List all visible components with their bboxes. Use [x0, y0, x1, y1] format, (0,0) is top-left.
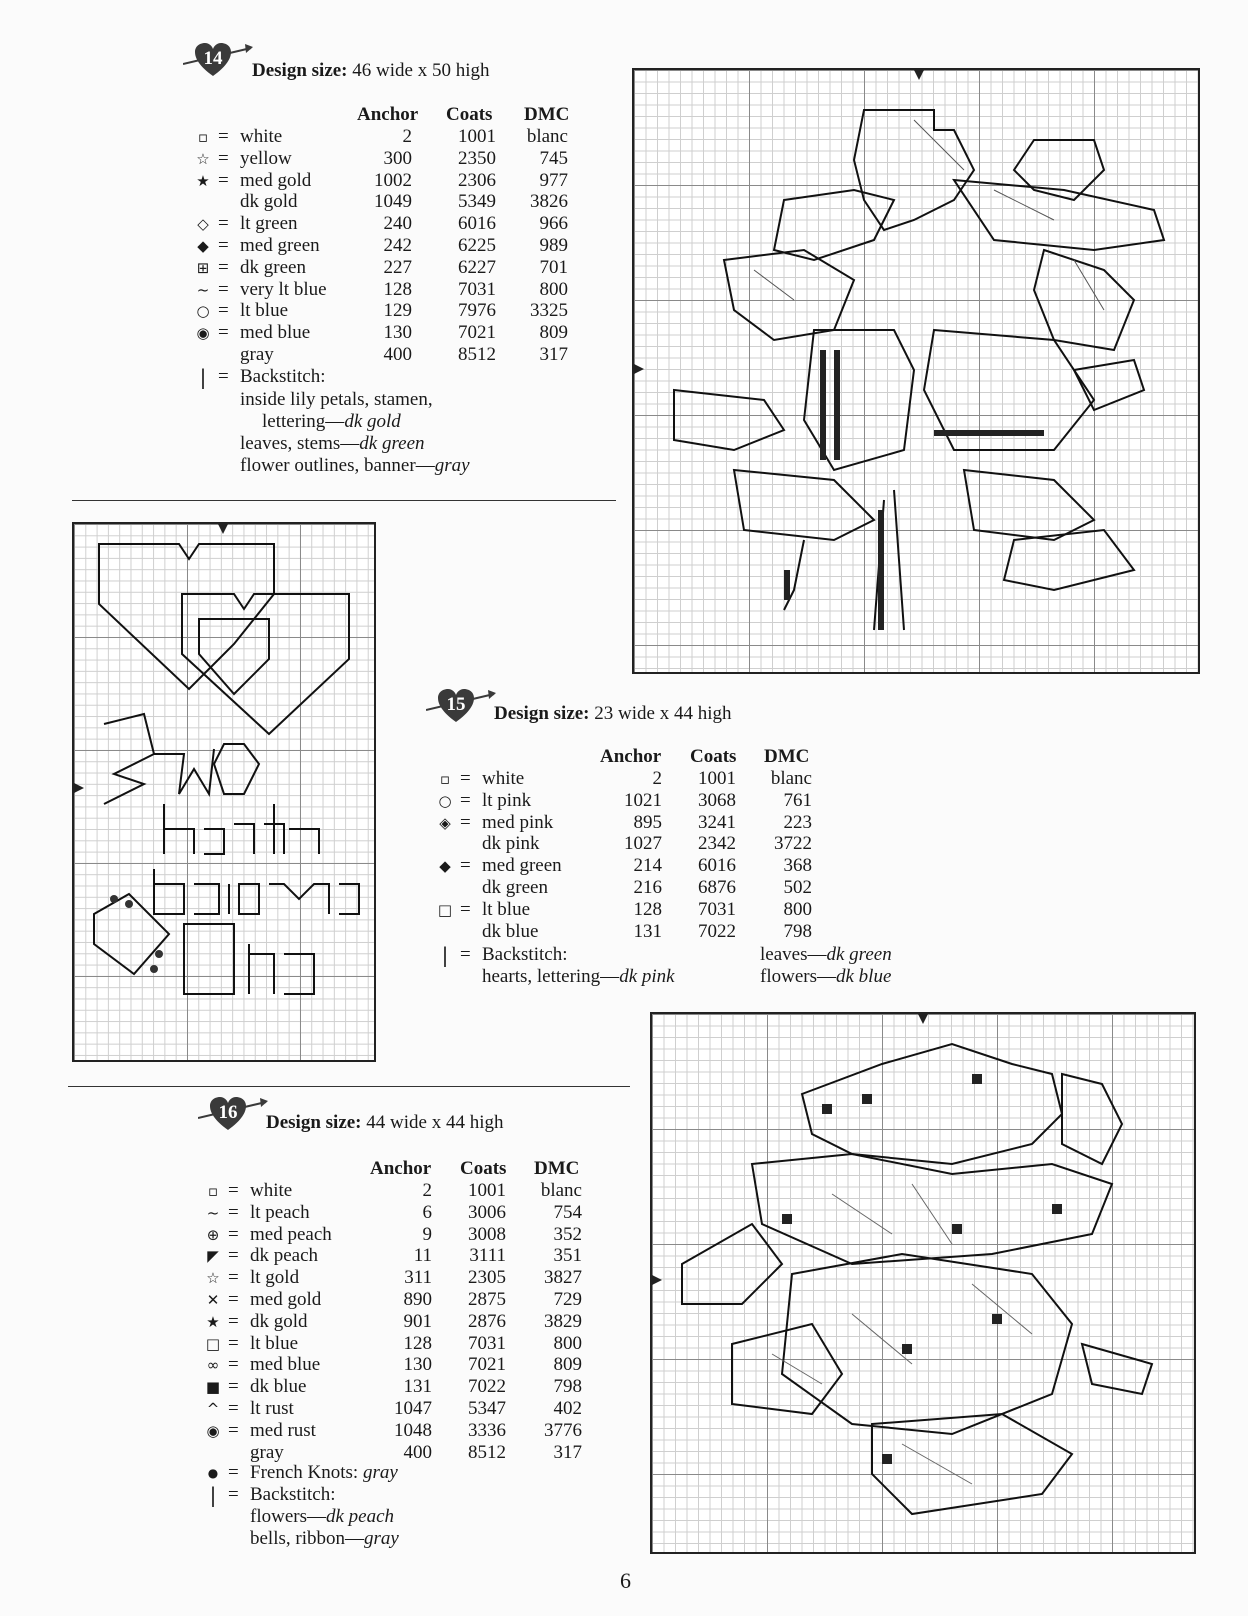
center-marker-icon: [634, 364, 644, 374]
anchor-number: 311: [404, 1267, 432, 1289]
dmc-number: blanc: [770, 768, 812, 789]
coats-number: 3006: [468, 1201, 506, 1223]
dmc-number: 223: [783, 811, 812, 833]
stitch-symbol-icon: ■: [205, 1378, 221, 1397]
stitch-symbol-icon: ◤: [207, 1247, 219, 1266]
stitch-symbol-icon: ✕: [206, 1291, 220, 1309]
color-key-row: ◆ = med green 214 6016 368: [436, 855, 872, 877]
backstitch-line-icon: |: [441, 943, 449, 967]
color-name: med blue: [250, 1354, 321, 1376]
stitch-symbol-icon: ^: [206, 1400, 220, 1418]
anchor-number: 214: [633, 855, 662, 877]
color-name: white: [250, 1180, 293, 1201]
color-name: lt blue: [250, 1332, 299, 1354]
dmc-number: 800: [539, 278, 568, 300]
color-key-row: ⊞ = dk green 227 6227 701: [194, 257, 628, 279]
backstitch-note: lettering—dk gold: [262, 411, 401, 432]
dmc-number: 317: [539, 344, 568, 365]
dmc-number: 368: [783, 855, 812, 877]
color-name: lt gold: [250, 1267, 300, 1289]
dmc-number: 3722: [774, 833, 812, 855]
design-15-heart-badge: [436, 688, 476, 724]
backstitch-note: flower outlines, banner—gray: [240, 455, 470, 476]
backstitch-note: hearts, lettering—dk pink: [482, 966, 675, 987]
dmc-number: 351: [553, 1245, 582, 1267]
center-marker-icon: [918, 1014, 928, 1024]
dmc-number: 761: [783, 789, 812, 811]
color-name: dk gold: [250, 1310, 308, 1332]
color-key-row: ◈ = med pink 895 3241 223: [436, 812, 872, 834]
chart-15-grid: [72, 522, 376, 1062]
design-number: 15: [446, 694, 466, 715]
coats-number: 2342: [698, 833, 736, 855]
header-anchor: Anchor: [600, 746, 662, 767]
dmc-number: 3776: [544, 1419, 582, 1441]
dmc-number: 402: [553, 1398, 582, 1419]
dmc-number: 701: [539, 256, 568, 278]
coats-number: 6016: [458, 213, 496, 235]
coats-number: 8512: [458, 344, 496, 365]
color-key-row: □ = lt blue 128 7031 800: [437, 898, 812, 920]
stitch-symbol-icon: ◇: [197, 215, 209, 234]
anchor-number: 9: [422, 1223, 432, 1245]
coats-number: 2306: [458, 169, 496, 191]
anchor-number: 242: [383, 235, 412, 256]
backstitch-note: inside lily petals, stamen,: [240, 389, 433, 410]
color-name: yellow: [240, 147, 292, 169]
anchor-number: 300: [383, 147, 412, 169]
color-key-row: ◉ = med rust 1048 3336 3776: [204, 1420, 642, 1442]
coats-number: 7031: [468, 1332, 506, 1354]
backstitch-note: bells, ribbon—gray: [250, 1528, 399, 1549]
stitch-symbol-icon: ○: [438, 791, 452, 810]
design-16-heart-badge: [208, 1096, 248, 1132]
color-key-row: [436, 833, 872, 855]
backstitch-line-icon: |: [209, 1483, 217, 1507]
color-key-row: ⊕ = med peach 9 3008 352: [204, 1224, 642, 1246]
coats-number: 3336: [468, 1419, 506, 1441]
color-name: med pink: [482, 811, 554, 833]
color-key-row: ▫ = white 2 1001 blanc: [204, 1180, 642, 1202]
color-name: lt rust: [250, 1398, 294, 1419]
color-name: dk blue: [482, 920, 539, 942]
stitch-symbol-icon: ★: [196, 171, 210, 190]
anchor-number: 1021: [624, 789, 662, 811]
stitch-symbol-icon: ◈: [439, 813, 451, 832]
header-coats: Coats: [446, 104, 493, 125]
coats-number: 7021: [468, 1354, 506, 1376]
color-key-row: ◇ = lt green 240 6016 966: [194, 213, 628, 235]
stitch-symbol-icon: ~: [206, 1203, 220, 1222]
center-marker-icon: [74, 783, 84, 793]
header-coats: Coats: [460, 1158, 507, 1179]
stitch-symbol-icon: ◆: [439, 857, 451, 876]
header-anchor: Anchor: [370, 1158, 432, 1179]
dmc-number: 977: [539, 169, 568, 191]
dmc-number: 809: [539, 322, 568, 344]
dmc-number: 800: [553, 1332, 582, 1354]
stitch-symbol-icon: ⊞: [196, 258, 210, 277]
backstitch-note: leaves, stems—dk green: [240, 433, 425, 454]
color-key-row: □ = lt blue 128 7031 800: [205, 1332, 582, 1354]
dmc-number: 3325: [530, 300, 568, 322]
dmc-number: 809: [553, 1354, 582, 1376]
dmc-number: 729: [553, 1289, 582, 1310]
stitch-symbol-icon: ⊕: [206, 1225, 220, 1244]
dmc-number: 966: [539, 213, 568, 235]
coats-number: 7022: [468, 1376, 506, 1398]
section-divider: [68, 1086, 630, 1087]
header-anchor: Anchor: [357, 104, 419, 125]
backstitch-row: | = Backstitch:: [204, 1484, 504, 1506]
color-key-row: ~ = very lt blue 128 7031 800: [194, 279, 628, 301]
color-key-row: ~ = lt peach 6 3006 754: [204, 1202, 642, 1224]
backstitch-row: | = Backstitch:: [436, 944, 736, 966]
anchor-number: 130: [383, 322, 412, 344]
chart-14-grid: [632, 68, 1200, 674]
coats-number: 3008: [468, 1223, 506, 1245]
coats-number: 1001: [458, 126, 496, 147]
color-key-row: ^ = lt rust 1047 5347 402: [204, 1398, 642, 1420]
design-number: 16: [218, 1102, 238, 1123]
center-marker-icon: [914, 70, 924, 80]
color-name: lt blue: [482, 898, 531, 920]
dmc-number: 745: [539, 147, 568, 169]
anchor-number: 128: [383, 278, 412, 300]
coats-number: 6227: [458, 256, 496, 278]
anchor-number: 2: [652, 768, 662, 789]
hearts-lettering-pattern: [74, 524, 374, 1060]
page-number: 6: [620, 1568, 631, 1593]
design-size-16: Design size: 44 wide x 44 high: [266, 1112, 504, 1133]
stitch-symbol-icon: □: [437, 900, 453, 919]
color-key-row: ★ = dk gold 901 2876 3829: [204, 1311, 642, 1333]
color-name: dk green: [482, 877, 548, 898]
color-name: lt pink: [482, 789, 532, 811]
backstitch-note: leaves—dk green: [760, 944, 892, 965]
dmc-number: 352: [553, 1223, 582, 1245]
coats-number: 6225: [458, 235, 496, 256]
dmc-number: 798: [553, 1376, 582, 1398]
color-name: lt green: [240, 213, 298, 235]
coats-number: 2305: [468, 1267, 506, 1289]
stitch-symbol-icon: ○: [196, 302, 210, 321]
anchor-number: 895: [633, 811, 662, 833]
anchor-number: 128: [633, 898, 662, 920]
color-name: med gold: [240, 169, 312, 191]
chart-16-grid: [650, 1012, 1196, 1554]
color-key-row: [204, 1442, 642, 1464]
anchor-number: 6: [422, 1201, 432, 1223]
coats-number: 3241: [698, 811, 736, 833]
color-name: med rust: [250, 1419, 316, 1441]
stitch-symbol-icon: □: [205, 1334, 221, 1353]
header-dmc: DMC: [764, 746, 810, 767]
backstitch-line-icon: |: [199, 365, 207, 389]
color-name: med green: [482, 855, 562, 877]
color-key-row: ∞ = med blue 130 7021 809: [204, 1354, 642, 1376]
backstitch-note: flowers—dk peach: [250, 1506, 395, 1527]
color-key-row: ◤ = dk peach 11 3111 351: [204, 1245, 642, 1267]
color-key-row: [436, 921, 872, 943]
coats-number: 6016: [698, 855, 736, 877]
color-name: med peach: [250, 1223, 332, 1245]
stitch-symbol-icon: ☆: [206, 1269, 220, 1288]
color-key-row: ■ = dk blue 131 7022 798: [205, 1376, 582, 1398]
color-key-row: ◉ = med blue 130 7021 809: [194, 322, 628, 344]
coats-number: 3111: [469, 1245, 506, 1267]
dmc-number: 800: [783, 898, 812, 920]
color-name: dk green: [240, 256, 306, 278]
color-key-row: [194, 344, 628, 366]
anchor-number: 131: [633, 920, 662, 942]
dmc-number: blanc: [540, 1180, 582, 1201]
anchor-number: 901: [403, 1310, 432, 1332]
anchor-number: 11: [413, 1245, 432, 1267]
lily-pattern: [634, 70, 1198, 672]
dmc-number: 3829: [544, 1310, 582, 1332]
center-marker-icon: [218, 524, 228, 534]
color-name: dk peach: [250, 1245, 319, 1267]
dmc-number: 317: [553, 1441, 582, 1463]
header-dmc: DMC: [534, 1158, 580, 1179]
color-name: med green: [240, 235, 320, 256]
coats-number: 7976: [458, 300, 496, 322]
color-name: dk gold: [240, 191, 298, 213]
anchor-number: 128: [403, 1332, 432, 1354]
dmc-number: 989: [539, 235, 568, 256]
coats-number: 1001: [468, 1180, 506, 1201]
stitch-symbol-icon: ◉: [196, 324, 210, 343]
french-knot-icon: ●: [207, 1466, 219, 1480]
center-marker-icon: [652, 1275, 662, 1285]
coats-number: 2875: [468, 1289, 506, 1310]
color-name: dk blue: [250, 1376, 307, 1398]
dmc-number: 3827: [544, 1267, 582, 1289]
stitch-symbol-icon: ~: [196, 280, 210, 299]
anchor-number: 2: [422, 1180, 432, 1201]
anchor-number: 2: [402, 126, 412, 147]
color-key-row: ▫ = white 2 1001 blanc: [436, 768, 872, 790]
stitch-symbol-icon: ★: [206, 1312, 220, 1331]
color-key-row: ★ = med gold 1002 2306 977: [194, 170, 628, 192]
backstitch-row: | = Backstitch:: [194, 366, 494, 388]
stitch-symbol-icon: ☆: [196, 149, 210, 168]
color-key-row: ○ = lt pink 1021 3068 761: [436, 790, 872, 812]
color-key-row: ✕ = med gold 890 2875 729: [204, 1289, 642, 1311]
section-divider: [72, 500, 616, 501]
anchor-number: 1047: [394, 1398, 432, 1419]
anchor-number: 129: [383, 300, 412, 322]
color-key-row: ◆ = med green 242 6225 989: [194, 235, 628, 257]
anchor-number: 216: [633, 877, 662, 898]
color-name: dk pink: [482, 833, 540, 855]
anchor-number: 130: [403, 1354, 432, 1376]
anchor-number: 1048: [394, 1419, 432, 1441]
stitch-symbol-icon: ◆: [197, 237, 209, 255]
color-key-row: ▫ = white 2 1001 blanc: [194, 126, 628, 148]
french-knots-row: ● = French Knots: gray: [204, 1462, 504, 1484]
dmc-number: 798: [783, 920, 812, 942]
design-number: 14: [203, 48, 223, 69]
anchor-number: 890: [403, 1289, 432, 1310]
color-name: very lt blue: [240, 278, 327, 300]
coats-number: 1001: [698, 768, 736, 789]
header-coats: Coats: [690, 746, 737, 767]
coats-number: 2876: [468, 1310, 506, 1332]
anchor-number: 131: [403, 1376, 432, 1398]
color-key-row: [194, 191, 628, 213]
stitch-symbol-icon: ◉: [206, 1421, 220, 1440]
header-dmc: DMC: [524, 104, 570, 125]
color-key-row: ☆ = lt gold 311 2305 3827: [204, 1267, 642, 1289]
anchor-number: 227: [383, 256, 412, 278]
coats-number: 8512: [468, 1441, 506, 1463]
design-size-14: Design size: 46 wide x 50 high: [252, 60, 490, 81]
coats-number: 7022: [698, 920, 736, 942]
coats-number: 5349: [458, 191, 496, 213]
backstitch-note: flowers—dk blue: [760, 966, 892, 987]
color-name: med blue: [240, 322, 311, 344]
stitch-symbol-icon: ▫: [197, 128, 209, 146]
anchor-number: 400: [383, 344, 412, 365]
dmc-number: 754: [553, 1201, 582, 1223]
stitch-symbol-icon: ∞: [206, 1356, 220, 1375]
coats-number: 6876: [698, 877, 736, 898]
coats-number: 3068: [698, 789, 736, 811]
color-key-row: ○ = lt blue 129 7976 3325: [194, 300, 628, 322]
dmc-number: 3826: [530, 191, 568, 213]
color-key-row: ☆ = yellow 300 2350 745: [194, 148, 628, 170]
color-name: med gold: [250, 1289, 322, 1310]
design-14-heart-badge: [193, 42, 233, 78]
color-name: lt peach: [250, 1201, 310, 1223]
stitch-symbol-icon: ▫: [207, 1182, 219, 1200]
bells-pattern: [652, 1014, 1194, 1552]
coats-number: 7031: [698, 898, 736, 920]
stitch-symbol-icon: ▫: [439, 770, 451, 788]
dmc-number: blanc: [526, 126, 568, 147]
color-name: gray: [240, 344, 274, 365]
anchor-number: 1027: [624, 833, 662, 855]
coats-number: 7031: [458, 278, 496, 300]
coats-number: 7021: [458, 322, 496, 344]
design-size-15: Design size: 23 wide x 44 high: [494, 703, 732, 724]
color-name: lt blue: [240, 300, 289, 322]
anchor-number: 1049: [374, 191, 412, 213]
color-name: white: [482, 768, 525, 789]
color-key-row: [436, 877, 872, 899]
coats-number: 5347: [468, 1398, 506, 1419]
coats-number: 2350: [458, 147, 496, 169]
color-name: gray: [250, 1441, 284, 1463]
anchor-number: 400: [403, 1441, 432, 1463]
anchor-number: 1002: [374, 169, 412, 191]
anchor-number: 240: [383, 213, 412, 235]
color-name: white: [240, 126, 283, 147]
dmc-number: 502: [783, 877, 812, 898]
